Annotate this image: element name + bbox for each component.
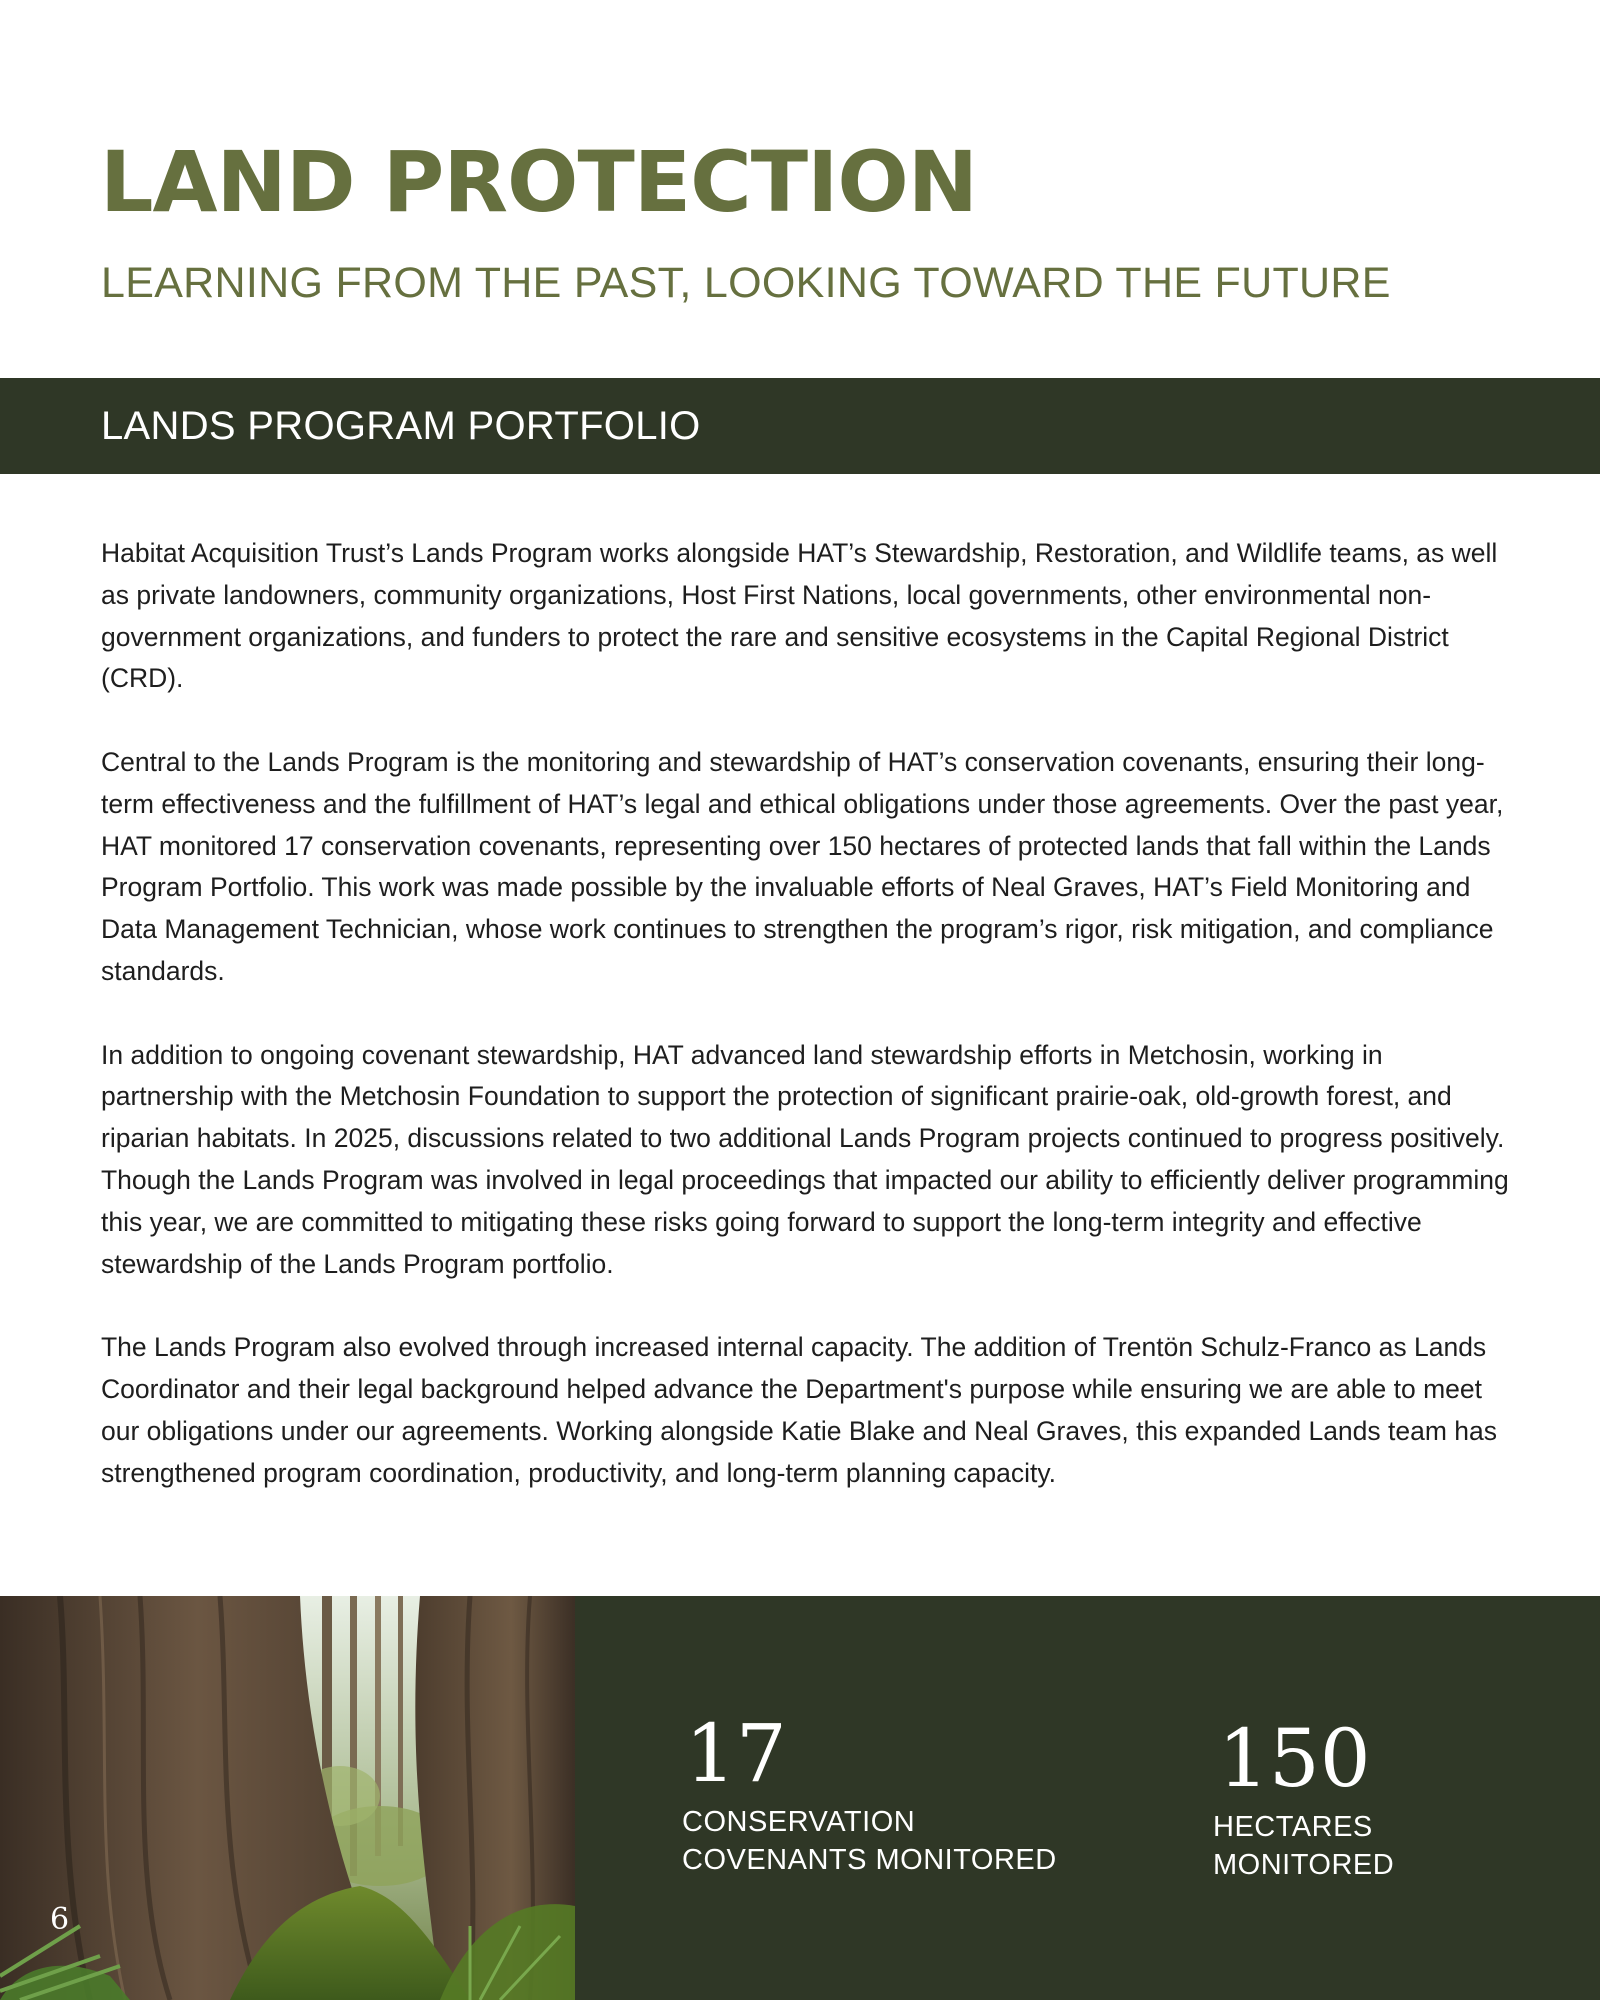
section-banner: [0, 378, 1600, 474]
stat-label-line: HECTARES: [1213, 1811, 1373, 1843]
stat-label-line: CONSERVATION: [682, 1806, 916, 1838]
paragraph: Habitat Acquisition Trust’s Lands Program works alongside HAT’s Stewardship, Restoration, and Wildlife teams, as well as private landowners, community organizations, Host First Nations, local governments, other environmental non-government organizations, and funders to protect the rare and sensitive ecosystems in the Capital Regional District (CRD).: [101, 538, 1498, 694]
page-number: 6: [50, 1902, 70, 1937]
stat-value-hectares: 150: [1218, 1712, 1371, 1805]
paragraph: In addition to ongoing covenant stewardship, HAT advanced land stewardship efforts in Metchosin, working in partnership with the Metchosin Foundation to support the protection of significant prairie-oak, old-growth forest, and riparian habitats. In 2025, discussions related to two additional Lands Program projects continued to progress positively. Though the Lands Program was involved in legal proceedings that impacted our ability to efficiently deliver programming this year, we are committed to mitigating these risks going forward to support the long-term integrity and effective stewardship of the Lands Program portfolio.: [101, 1039, 1509, 1279]
page-title: LAND PROTECTION: [100, 133, 978, 231]
stats-panel: [575, 1596, 1600, 2000]
body-text: [101, 533, 1521, 1536]
forest-photo: [0, 1596, 575, 2000]
section-title: LANDS PROGRAM PORTFOLIO: [101, 404, 701, 448]
paragraph: Central to the Lands Program is the monitoring and stewardship of HAT’s conservation covenants, ensuring their long-term effectiveness and the fulfillment of HAT’s legal and ethical obligations under those agreements. Over the past year, HAT monitored 17 conservation covenants, representing over 150 hectares of protected lands that fall within the Lands Program Portfolio. This work was made possible by the invaluable efforts of Neal Graves, HAT’s Field Monitoring and Data Management Technician, whose work continues to strengthen the program’s rigor, risk mitigation, and compliance standards.: [101, 746, 1504, 986]
stat-label-covenants: [682, 1803, 1057, 1879]
footer-panel: [0, 1596, 1600, 2000]
stat-label-hectares: [1213, 1808, 1394, 1884]
stat-label-line: COVENANTS MONITORED: [682, 1844, 1057, 1876]
stat-label-line: MONITORED: [1213, 1849, 1395, 1881]
page-subtitle: LEARNING FROM THE PAST, LOOKING TOWARD THE FUTURE: [101, 259, 1391, 307]
paragraph: The Lands Program also evolved through increased internal capacity. The addition of Trentön Schulz-Franco as Lands Coordinator and their legal background helped advance the Department's purpose while ensuring we are able to meet our obligations under our agreements. Working alongside Katie Blake and Neal Graves, this expanded Lands team has strengthened program coordination, productivity, and long-term planning capacity.: [101, 1332, 1498, 1488]
stat-value-covenants: 17: [685, 1707, 787, 1800]
